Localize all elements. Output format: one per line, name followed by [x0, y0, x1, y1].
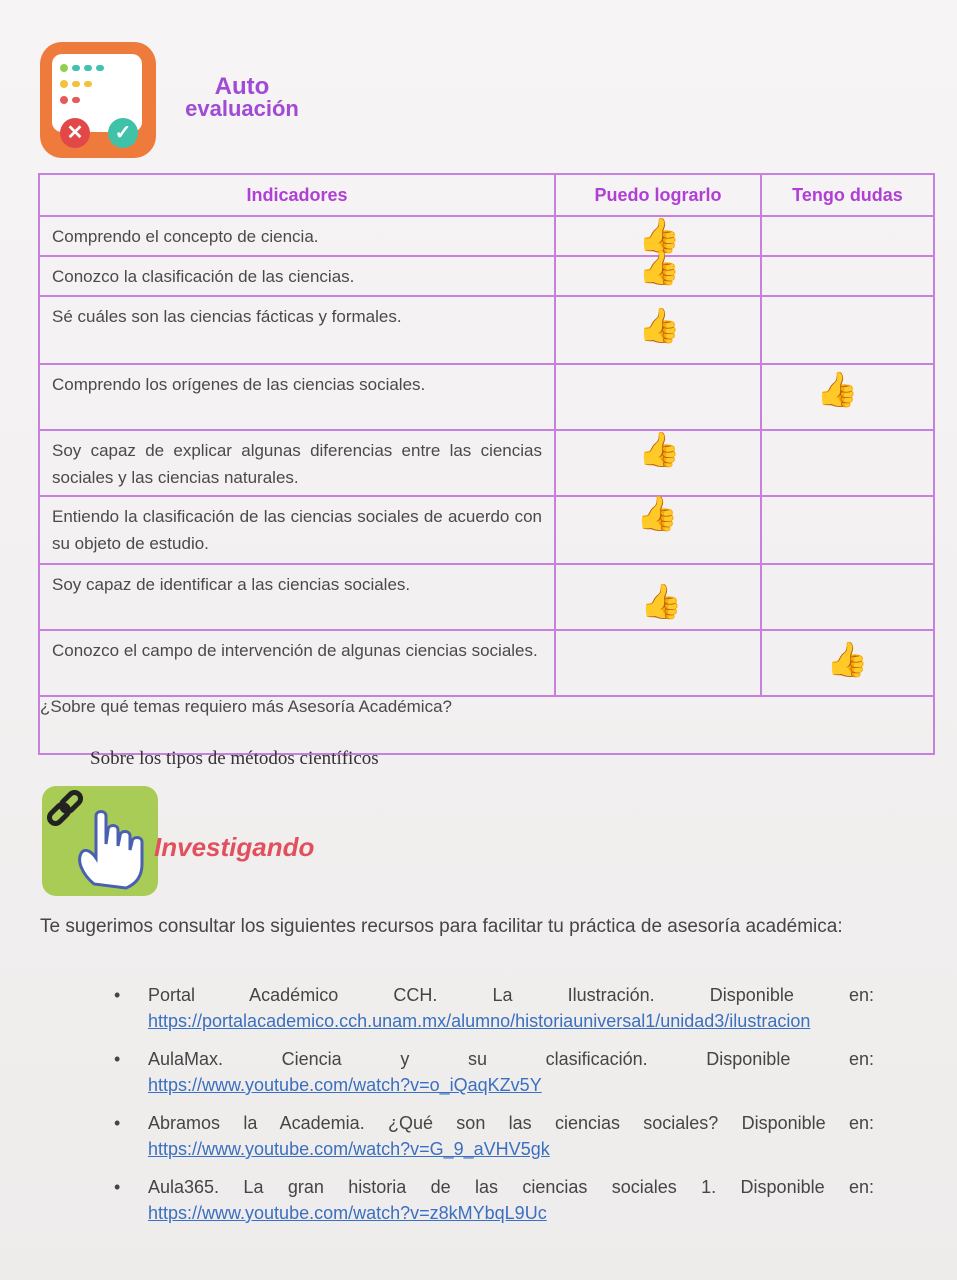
indicator-cell: Sé cuáles son las ciencias fácticas y formales.	[39, 296, 555, 364]
resources-list	[108, 982, 874, 1238]
indicator-cell: Comprendo el concepto de ciencia.	[39, 216, 555, 256]
thumbs-up-icon: 👍	[638, 306, 681, 346]
indicator-cell: Soy capaz de identificar a las ciencias sociales.	[39, 564, 555, 630]
puedo-cell	[555, 496, 761, 564]
autoevaluacion-title: Auto evaluación	[185, 73, 299, 121]
list-item	[108, 1174, 874, 1226]
thumbs-up-icon: 👍	[638, 248, 681, 288]
table-row	[39, 430, 934, 496]
thumbs-up-icon: 👍	[640, 582, 683, 622]
bullet-icon: •	[114, 985, 121, 1005]
checklist-icon	[40, 42, 156, 158]
dudas-cell	[761, 430, 934, 496]
answer-text: Sobre los tipos de métodos científicos	[90, 748, 379, 769]
table-row	[39, 496, 934, 564]
dudas-cell	[761, 364, 934, 430]
table-question-row	[39, 696, 934, 754]
table-row	[39, 630, 934, 696]
link-hand-icon	[42, 786, 158, 896]
indicator-cell: Comprendo los orígenes de las ciencias sociales.	[39, 364, 555, 430]
autoevaluacion-table	[38, 173, 935, 755]
puedo-cell	[555, 430, 761, 496]
table-row	[39, 296, 934, 364]
x-mark-icon: ✕	[60, 118, 90, 148]
indicator-cell: Soy capaz de explicar algunas diferencias entre las ciencias sociales y las ciencias naturales.	[39, 430, 555, 496]
intro-paragraph: Te sugerimos consultar los siguientes recursos para facilitar tu práctica de asesoría académica:	[40, 916, 843, 937]
bullet-icon: •	[114, 1177, 121, 1197]
puedo-cell	[555, 296, 761, 364]
header-puedo-lograrlo: Puedo lograrlo	[555, 174, 761, 216]
dudas-cell	[761, 216, 934, 256]
indicator-cell: Conozco el campo de intervención de algunas ciencias sociales.	[39, 630, 555, 696]
thumbs-up-icon: 👍	[826, 640, 869, 680]
resource-link[interactable]: https://www.youtube.com/watch?v=G_9_aVHV5gk	[148, 1139, 550, 1159]
resource-link[interactable]: https://www.youtube.com/watch?v=z8kMYbqL9Uc	[148, 1203, 547, 1223]
thumbs-up-icon: 👍	[636, 494, 679, 534]
table-row	[39, 364, 934, 430]
dudas-cell	[761, 630, 934, 696]
question-label: ¿Sobre qué temas requiero más Asesoría Académica?	[40, 697, 452, 716]
header-indicadores: Indicadores	[39, 174, 555, 216]
puedo-cell	[555, 248, 761, 296]
bullet-icon: •	[114, 1113, 121, 1133]
list-item	[108, 1046, 874, 1098]
bullet-icon: •	[114, 1049, 121, 1069]
thumbs-up-icon: 👍	[638, 216, 681, 256]
list-item	[108, 982, 874, 1034]
question-cell	[39, 696, 934, 754]
resource-text: AulaMax. Ciencia y su clasificación. Disponible en:	[148, 1049, 874, 1069]
thumbs-up-icon: 👍	[816, 370, 859, 410]
dudas-cell	[761, 296, 934, 364]
resource-link[interactable]: https://portalacademico.cch.unam.mx/alumno/historiauniversal1/unidad3/ilustracion	[148, 1011, 811, 1031]
resource-text: Aula365. La gran historia de las ciencias sociales 1. Disponible en:	[148, 1177, 874, 1197]
thumbs-up-icon: 👍	[638, 430, 681, 470]
resource-text: Portal Académico CCH. La Ilustración. Disponible en:	[148, 985, 874, 1005]
header-tengo-dudas: Tengo dudas	[761, 174, 934, 216]
check-mark-icon: ✓	[108, 118, 138, 148]
dudas-cell	[761, 564, 934, 630]
puedo-cell	[555, 564, 761, 630]
puedo-cell	[555, 630, 761, 696]
table-row	[39, 256, 934, 296]
dudas-cell	[761, 256, 934, 296]
puedo-cell	[555, 364, 761, 430]
resource-link[interactable]: https://www.youtube.com/watch?v=o_iQaqKZv5Y	[148, 1075, 542, 1095]
resource-text: Abramos la Academia. ¿Qué son las ciencias sociales? Disponible en:	[148, 1113, 874, 1133]
dudas-cell	[761, 496, 934, 564]
table-header-row	[39, 174, 934, 216]
table-row	[39, 564, 934, 630]
table-row	[39, 216, 934, 256]
investigando-title: Investigando	[154, 832, 315, 862]
indicator-cell: Entiendo la clasificación de las ciencias sociales de acuerdo con su objeto de estudio.	[39, 496, 555, 564]
list-item	[108, 1110, 874, 1162]
indicator-cell: Conozco la clasificación de las ciencias.	[39, 256, 555, 296]
